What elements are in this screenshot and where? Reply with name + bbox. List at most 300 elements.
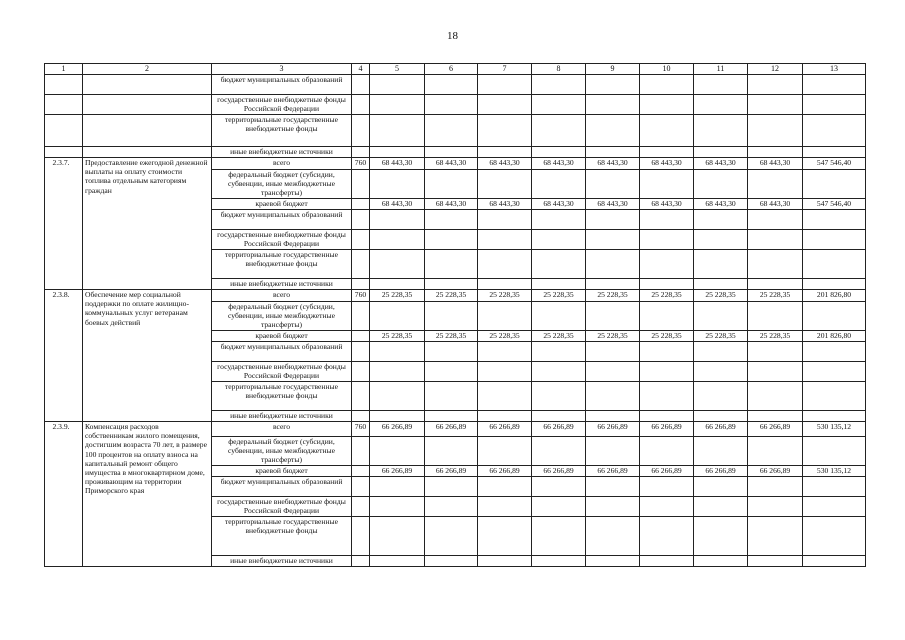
source-label: бюджет муниципальных образований <box>212 210 352 230</box>
header-col: 10 <box>640 64 694 75</box>
empty-cell <box>425 210 478 230</box>
source-label: иные внебюджетные источники <box>212 556 352 567</box>
empty-cell <box>586 250 640 279</box>
source-label: государственные внебюджетные фонды Российской Федерации <box>212 230 352 250</box>
source-label: бюджет муниципальных образований <box>212 477 352 497</box>
source-label: краевой бюджет <box>212 466 352 477</box>
empty-cell <box>694 230 748 250</box>
empty-cell <box>45 115 83 147</box>
empty-cell <box>586 342 640 362</box>
empty-cell <box>352 477 370 497</box>
empty-cell <box>803 302 866 331</box>
empty-cell <box>640 302 694 331</box>
empty-cell <box>748 517 803 556</box>
source-label: иные внебюджетные источники <box>212 279 352 290</box>
value-cell: 66 266,89 <box>694 422 748 437</box>
source-label: федеральный бюджет (субсидии, субвенции, иные межбюджетные трансферты) <box>212 302 352 331</box>
empty-cell <box>352 362 370 382</box>
empty-cell <box>370 230 425 250</box>
value-cell: 66 266,89 <box>694 466 748 477</box>
value-cell: 66 266,89 <box>586 422 640 437</box>
empty-cell <box>478 279 532 290</box>
value-cell: 68 443,30 <box>370 199 425 210</box>
empty-cell <box>694 250 748 279</box>
empty-cell <box>478 342 532 362</box>
empty-cell <box>352 437 370 466</box>
empty-cell <box>532 382 586 411</box>
empty-cell <box>478 382 532 411</box>
empty-cell <box>352 250 370 279</box>
value-cell: 66 266,89 <box>532 466 586 477</box>
empty-cell <box>478 437 532 466</box>
empty-cell <box>532 250 586 279</box>
value-cell: 66 266,89 <box>370 466 425 477</box>
empty-cell <box>352 279 370 290</box>
empty-cell <box>694 556 748 567</box>
empty-cell <box>478 210 532 230</box>
empty-cell <box>532 497 586 517</box>
empty-cell <box>640 342 694 362</box>
empty-cell <box>803 95 866 115</box>
empty-cell <box>694 362 748 382</box>
empty-cell <box>425 437 478 466</box>
empty-cell <box>748 250 803 279</box>
header-col: 1 <box>45 64 83 75</box>
empty-cell <box>640 437 694 466</box>
empty-cell <box>425 382 478 411</box>
empty-cell <box>478 302 532 331</box>
source-label: иные внебюджетные источники <box>212 411 352 422</box>
empty-cell <box>425 170 478 199</box>
value-cell: 547 546,40 <box>803 199 866 210</box>
source-label: территориальные государственные внебюджетные фонды <box>212 115 352 147</box>
empty-cell <box>748 477 803 497</box>
empty-cell <box>748 362 803 382</box>
empty-cell <box>694 411 748 422</box>
empty-cell <box>425 250 478 279</box>
empty-cell <box>532 556 586 567</box>
empty-cell <box>370 115 425 147</box>
empty-cell <box>532 230 586 250</box>
empty-cell <box>425 95 478 115</box>
empty-cell <box>803 75 866 95</box>
empty-cell <box>694 517 748 556</box>
empty-cell <box>748 210 803 230</box>
value-cell: 25 228,35 <box>694 290 748 302</box>
value-cell: 547 546,40 <box>803 158 866 170</box>
value-cell: 201 826,80 <box>803 290 866 302</box>
empty-cell <box>640 411 694 422</box>
value-cell: 68 443,30 <box>586 158 640 170</box>
empty-cell <box>748 411 803 422</box>
source-label: территориальные государственные внебюджетные фонды <box>212 517 352 556</box>
value-cell: 25 228,35 <box>694 331 748 342</box>
empty-cell <box>586 230 640 250</box>
empty-cell <box>748 230 803 250</box>
empty-cell <box>803 382 866 411</box>
empty-cell <box>352 210 370 230</box>
empty-cell <box>352 556 370 567</box>
header-col: 5 <box>370 64 425 75</box>
empty-cell <box>352 170 370 199</box>
empty-cell <box>586 147 640 158</box>
table-row <box>45 75 866 95</box>
empty-cell <box>425 75 478 95</box>
empty-cell <box>478 497 532 517</box>
empty-cell <box>748 75 803 95</box>
empty-cell <box>694 437 748 466</box>
empty-cell <box>45 147 83 158</box>
value-cell: 25 228,35 <box>586 331 640 342</box>
value-cell: 66 266,89 <box>640 422 694 437</box>
empty-cell <box>748 279 803 290</box>
item-name: Обеспечение мер социальной поддержки по оплате жилищно-коммунальных услуг ветеранам боевых действий <box>83 290 212 422</box>
empty-cell <box>532 342 586 362</box>
empty-cell <box>352 302 370 331</box>
value-cell: 68 443,30 <box>425 158 478 170</box>
code-760: 760 <box>352 158 370 170</box>
header-col: 7 <box>478 64 532 75</box>
source-label: всего <box>212 290 352 302</box>
empty-cell <box>694 210 748 230</box>
source-label: государственные внебюджетные фонды Российской Федерации <box>212 362 352 382</box>
value-cell: 68 443,30 <box>532 199 586 210</box>
empty-cell <box>425 411 478 422</box>
value-cell: 25 228,35 <box>640 331 694 342</box>
empty-cell <box>803 517 866 556</box>
empty-cell <box>370 147 425 158</box>
empty-cell <box>803 230 866 250</box>
empty-cell <box>640 250 694 279</box>
budget-table <box>44 63 866 567</box>
value-cell: 66 266,89 <box>370 422 425 437</box>
empty-cell <box>370 170 425 199</box>
empty-cell <box>586 556 640 567</box>
empty-cell <box>694 147 748 158</box>
empty-cell <box>640 279 694 290</box>
empty-cell <box>425 556 478 567</box>
value-cell: 25 228,35 <box>586 290 640 302</box>
empty-cell <box>694 279 748 290</box>
empty-cell <box>83 147 212 158</box>
empty-cell <box>370 437 425 466</box>
empty-cell <box>370 497 425 517</box>
empty-cell <box>640 517 694 556</box>
empty-cell <box>532 302 586 331</box>
empty-cell <box>694 302 748 331</box>
page-number: 18 <box>447 30 458 42</box>
source-label: всего <box>212 158 352 170</box>
item-name: Компенсация расходов собственникам жилого помещения, достигшим возраста 70 лет, в размере 100 процентов на оплату взноса на капитальный ремонт общего имущества в многоквартирном доме, проживающим на территории Приморского края <box>83 422 212 567</box>
empty-cell <box>586 517 640 556</box>
empty-cell <box>640 210 694 230</box>
source-label: бюджет муниципальных образований <box>212 342 352 362</box>
empty-cell <box>478 477 532 497</box>
empty-cell <box>532 517 586 556</box>
value-cell: 68 443,30 <box>425 199 478 210</box>
empty-cell <box>803 497 866 517</box>
empty-cell <box>640 115 694 147</box>
empty-cell <box>45 95 83 115</box>
header-col: 12 <box>748 64 803 75</box>
value-cell: 25 228,35 <box>532 331 586 342</box>
empty-cell <box>478 147 532 158</box>
empty-cell <box>586 497 640 517</box>
header-row <box>45 64 866 75</box>
empty-cell <box>640 477 694 497</box>
empty-cell <box>640 75 694 95</box>
empty-cell <box>586 302 640 331</box>
item-code: 2.3.7. <box>45 158 83 290</box>
empty-cell <box>478 95 532 115</box>
empty-cell <box>640 362 694 382</box>
code-760: 760 <box>352 422 370 437</box>
empty-cell <box>370 302 425 331</box>
empty-cell <box>532 411 586 422</box>
table-row <box>45 95 866 115</box>
empty-cell <box>352 147 370 158</box>
value-cell: 68 443,30 <box>694 199 748 210</box>
empty-cell <box>694 382 748 411</box>
empty-cell <box>748 497 803 517</box>
empty-cell <box>370 75 425 95</box>
empty-cell <box>425 147 478 158</box>
empty-cell <box>425 115 478 147</box>
empty-cell <box>640 147 694 158</box>
empty-cell <box>478 517 532 556</box>
empty-cell <box>694 75 748 95</box>
value-cell: 530 135,12 <box>803 422 866 437</box>
empty-cell <box>803 115 866 147</box>
item-name: Предоставление ежегодной денежной выплаты на оплату стоимости топлива отдельным категориям граждан <box>83 158 212 290</box>
empty-cell <box>586 115 640 147</box>
empty-cell <box>370 342 425 362</box>
source-label: территориальные государственные внебюджетные фонды <box>212 250 352 279</box>
empty-cell <box>532 477 586 497</box>
empty-cell <box>640 382 694 411</box>
value-cell: 66 266,89 <box>640 466 694 477</box>
value-cell: 68 443,30 <box>640 158 694 170</box>
empty-cell <box>532 75 586 95</box>
empty-cell <box>586 477 640 497</box>
table-row <box>45 422 866 437</box>
empty-cell <box>83 75 212 95</box>
empty-cell <box>425 230 478 250</box>
empty-cell <box>694 342 748 362</box>
value-cell: 25 228,35 <box>425 290 478 302</box>
empty-cell <box>640 230 694 250</box>
empty-cell <box>425 342 478 362</box>
empty-cell <box>694 95 748 115</box>
value-cell: 68 443,30 <box>694 158 748 170</box>
value-cell: 25 228,35 <box>532 290 586 302</box>
header-col: 9 <box>586 64 640 75</box>
empty-cell <box>803 250 866 279</box>
table-body <box>45 75 866 567</box>
empty-cell <box>748 437 803 466</box>
value-cell: 201 826,80 <box>803 331 866 342</box>
empty-cell <box>370 556 425 567</box>
empty-cell <box>425 477 478 497</box>
empty-cell <box>803 210 866 230</box>
empty-cell <box>352 411 370 422</box>
header-col: 4 <box>352 64 370 75</box>
empty-cell <box>352 497 370 517</box>
empty-cell <box>694 477 748 497</box>
empty-cell <box>352 466 370 477</box>
value-cell: 66 266,89 <box>425 466 478 477</box>
empty-cell <box>425 362 478 382</box>
empty-cell <box>370 382 425 411</box>
empty-cell <box>370 517 425 556</box>
header-col: 3 <box>212 64 352 75</box>
empty-cell <box>532 95 586 115</box>
empty-cell <box>478 115 532 147</box>
empty-cell <box>694 497 748 517</box>
empty-cell <box>586 437 640 466</box>
empty-cell <box>803 342 866 362</box>
empty-cell <box>532 170 586 199</box>
source-label: бюджет муниципальных образований <box>212 75 352 95</box>
item-code: 2.3.8. <box>45 290 83 422</box>
empty-cell <box>532 210 586 230</box>
empty-cell <box>370 210 425 230</box>
empty-cell <box>352 115 370 147</box>
empty-cell <box>748 115 803 147</box>
empty-cell <box>748 170 803 199</box>
value-cell: 25 228,35 <box>425 331 478 342</box>
source-label: территориальные государственные внебюджетные фонды <box>212 382 352 411</box>
empty-cell <box>478 556 532 567</box>
value-cell: 66 266,89 <box>532 422 586 437</box>
empty-cell <box>370 411 425 422</box>
value-cell: 530 135,12 <box>803 466 866 477</box>
value-cell: 25 228,35 <box>748 331 803 342</box>
empty-cell <box>45 75 83 95</box>
empty-cell <box>425 279 478 290</box>
empty-cell <box>352 75 370 95</box>
empty-cell <box>352 199 370 210</box>
empty-cell <box>370 250 425 279</box>
value-cell: 68 443,30 <box>748 158 803 170</box>
empty-cell <box>478 250 532 279</box>
empty-cell <box>425 302 478 331</box>
empty-cell <box>586 411 640 422</box>
item-code: 2.3.9. <box>45 422 83 567</box>
empty-cell <box>478 170 532 199</box>
empty-cell <box>586 382 640 411</box>
value-cell: 68 443,30 <box>532 158 586 170</box>
value-cell: 25 228,35 <box>478 331 532 342</box>
empty-cell <box>370 95 425 115</box>
empty-cell <box>694 115 748 147</box>
empty-cell <box>370 362 425 382</box>
header-col: 8 <box>532 64 586 75</box>
empty-cell <box>748 382 803 411</box>
empty-cell <box>532 115 586 147</box>
empty-cell <box>370 279 425 290</box>
empty-cell <box>425 517 478 556</box>
source-label: федеральный бюджет (субсидии, субвенции, иные межбюджетные трансферты) <box>212 170 352 199</box>
value-cell: 66 266,89 <box>586 466 640 477</box>
value-cell: 25 228,35 <box>640 290 694 302</box>
empty-cell <box>803 437 866 466</box>
empty-cell <box>640 95 694 115</box>
empty-cell <box>352 517 370 556</box>
table-row <box>45 147 866 158</box>
source-label: всего <box>212 422 352 437</box>
empty-cell <box>478 362 532 382</box>
empty-cell <box>748 302 803 331</box>
empty-cell <box>640 497 694 517</box>
empty-cell <box>352 230 370 250</box>
value-cell: 66 266,89 <box>478 422 532 437</box>
value-cell: 66 266,89 <box>748 466 803 477</box>
source-label: краевой бюджет <box>212 331 352 342</box>
empty-cell <box>425 497 478 517</box>
empty-cell <box>640 556 694 567</box>
empty-cell <box>586 95 640 115</box>
empty-cell <box>352 342 370 362</box>
value-cell: 66 266,89 <box>478 466 532 477</box>
value-cell: 68 443,30 <box>748 199 803 210</box>
source-label: государственные внебюджетные фонды Российской Федерации <box>212 95 352 115</box>
source-label: федеральный бюджет (субсидии, субвенции, иные межбюджетные трансферты) <box>212 437 352 466</box>
value-cell: 25 228,35 <box>748 290 803 302</box>
empty-cell <box>803 170 866 199</box>
empty-cell <box>748 556 803 567</box>
empty-cell <box>748 342 803 362</box>
empty-cell <box>803 147 866 158</box>
value-cell: 25 228,35 <box>370 331 425 342</box>
value-cell: 68 443,30 <box>640 199 694 210</box>
empty-cell <box>586 75 640 95</box>
empty-cell <box>694 170 748 199</box>
empty-cell <box>586 210 640 230</box>
empty-cell <box>586 362 640 382</box>
source-label: иные внебюджетные источники <box>212 147 352 158</box>
empty-cell <box>586 279 640 290</box>
value-cell: 68 443,30 <box>370 158 425 170</box>
empty-cell <box>352 95 370 115</box>
empty-cell <box>352 331 370 342</box>
value-cell: 25 228,35 <box>370 290 425 302</box>
value-cell: 66 266,89 <box>748 422 803 437</box>
empty-cell <box>532 362 586 382</box>
empty-cell <box>352 382 370 411</box>
value-cell: 68 443,30 <box>586 199 640 210</box>
empty-cell <box>748 147 803 158</box>
table-row <box>45 158 866 170</box>
header-col: 2 <box>83 64 212 75</box>
empty-cell <box>640 170 694 199</box>
empty-cell <box>532 279 586 290</box>
header-col: 6 <box>425 64 478 75</box>
value-cell: 25 228,35 <box>478 290 532 302</box>
source-label: краевой бюджет <box>212 199 352 210</box>
value-cell: 68 443,30 <box>478 199 532 210</box>
code-760: 760 <box>352 290 370 302</box>
table-row <box>45 290 866 302</box>
empty-cell <box>748 95 803 115</box>
header-col: 11 <box>694 64 748 75</box>
empty-cell <box>803 279 866 290</box>
empty-cell <box>478 75 532 95</box>
empty-cell <box>803 556 866 567</box>
empty-cell <box>83 95 212 115</box>
empty-cell <box>532 147 586 158</box>
source-label: государственные внебюджетные фонды Российской Федерации <box>212 497 352 517</box>
